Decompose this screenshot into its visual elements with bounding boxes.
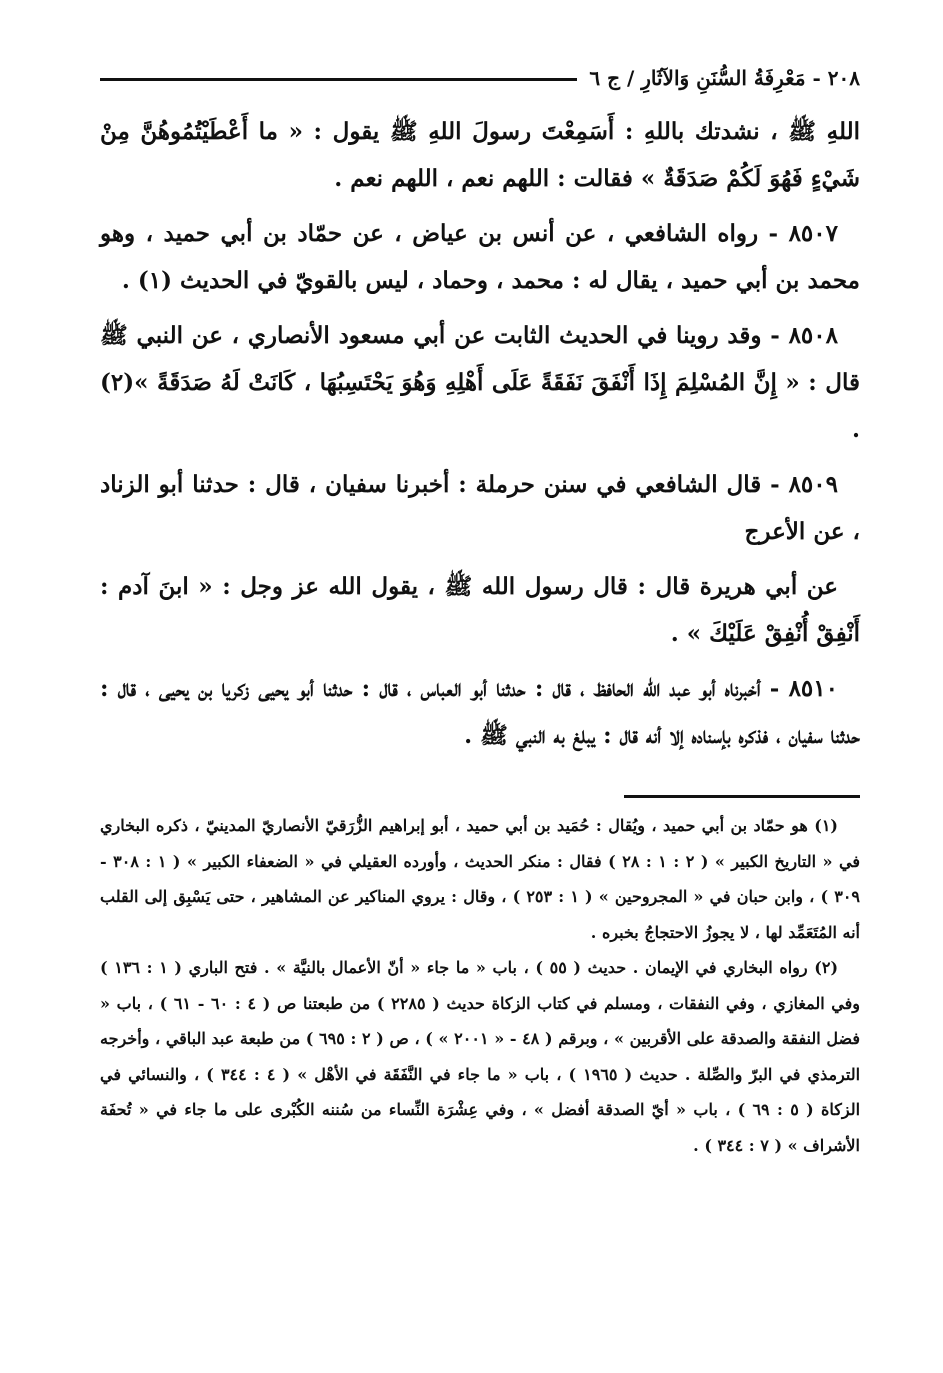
hadith-8507: ٨٥٠٧ - رواه الشافعي ، عن أنس بن عياض ، عن حمّاد بن أبي حميد ، وهو محمد بن أبي حميد ، يقال له : محمد ، وحماد ، ليس بالقويّ في الحديث (١) . (100, 220, 860, 294)
main-text (100, 108, 860, 759)
footnote-2: (٢) رواه البخاري في الإيمان . حديث ( ٥٥ ) ، باب « ما جاء « أنّ الأعمال بالنيَّة » . فتح الباري ( ١ : ١٣٦ ) وفي المغازي ، وفي النفقات ، ومسلم في كتاب الزكاة حديث ( ٢٢٨٥ ) من طبعتنا ص ( ٤ : ٦٠ - ٦١ ) ، باب « فضل النفقة والصدقة على الأقربين » ، وبرقم ( ٤٨ - « ٢٠٠١ » ) ، ص ( ٢ : ٦٩٥ ) من طبعة عبد الباقي ، وأخرجه الترمذي في البرّ والصِّلة . حديث ( ١٩٦٥ ) ، باب « ما جاء في النَّفَقَة في الأهْل » ( ٤ : ٣٤٤ ) ، والنسائي في الزكاة ( ٥ : ٦٩ ) ، باب « أيّ الصدقة أفضل » ، وفي عِشْرَة النِّساء من سُننه الكُبْرى على ما جاء في « تُحفَة الأشراف » ( ٧ : ٣٤٤ ) . (100, 958, 861, 1155)
book-page (100, 58, 860, 1163)
footnote-separator (624, 795, 860, 798)
footnote-1: (١) هو حمّاد بن أبي حميد ، ويُقال : حُمَيد بن أبي حميد ، أبو إبراهيم الزُّرَقيّ الأنصاريّ المدينيّ ، ذكره البخاري في « التاريخ الكبير » ( ٢ : ١ : ٢٨ ) فقال : منكر الحديث ، وأورده العقيلي في « الضعفاء الكبير » ( ١ : ٣٠٨ - ٣٠٩ ) ، وابن حبان في « المجروحين » ( ١ : ٢٥٣ ) ، وقال : يروي المناكير عن المشاهير ، حتى يَسْبِق إلى القلب أنه المُتَعَمِّد لها ، لا يجوزُ الاحتجاجُ بخبره . (100, 816, 861, 942)
paragraph-continuation: اللهِ ﷺ ، نشدتك باللهِ : أَسَمِعْتَ رسولَ اللهِ ﷺ يقول : « ما أَعْطَيْتُمُوهُنَّ مِنْ شَيْءٍ فَهُوَ لَكُمْ صَدَقَةٌ » فقالت : اللهم نعم ، اللهم نعم . (100, 118, 860, 192)
footnotes (100, 808, 860, 1163)
header-rule (100, 78, 577, 81)
header-title: ٢٠٨ - مَعْرِفَةُ السُّنَنِ وَالآثَارِ / ج ٦ (589, 66, 860, 90)
hadith-8508: ٨٥٠٨ - وقد روينا في الحديث الثابت عن أبي مسعود الأنصاري ، عن النبي ﷺ قال : « إِنَّ المُسْلِمَ إِذَا أَنْفَقَ نَفَقَةً عَلَى أَهْلِهِ وَهُوَ يَحْتَسِبُهَا ، كَانَتْ لَهُ صَدَقَةً »(٢) . (100, 322, 860, 443)
hadith-8510: ٨٥١٠ - أخبرناه أبو عبد الله الحافظ ، قال : حدثنا أبو العباس ، قال : حدثنا أبو يحيى زكريا بن يحيى ، قال : حدثنا سفيان ، فذكره بإسناده إلا أنه قال : يبلغ به النبي ﷺ . (100, 675, 860, 749)
hadith-8509: ٨٥٠٩ - قال الشافعي في سنن حرملة : أخبرنا سفيان ، قال : حدثنا أبو الزناد ، عن الأعرج (100, 471, 860, 545)
running-header (100, 58, 860, 98)
footnote-separator-wrap (100, 767, 860, 808)
hadith-8509-matn: عن أبي هريرة قال : قال رسول الله ﷺ ، يقول الله عز وجل : « ابنَ آدم : أَنْفِقْ أُنْفِقْ عَلَيْكَ » . (100, 573, 860, 647)
